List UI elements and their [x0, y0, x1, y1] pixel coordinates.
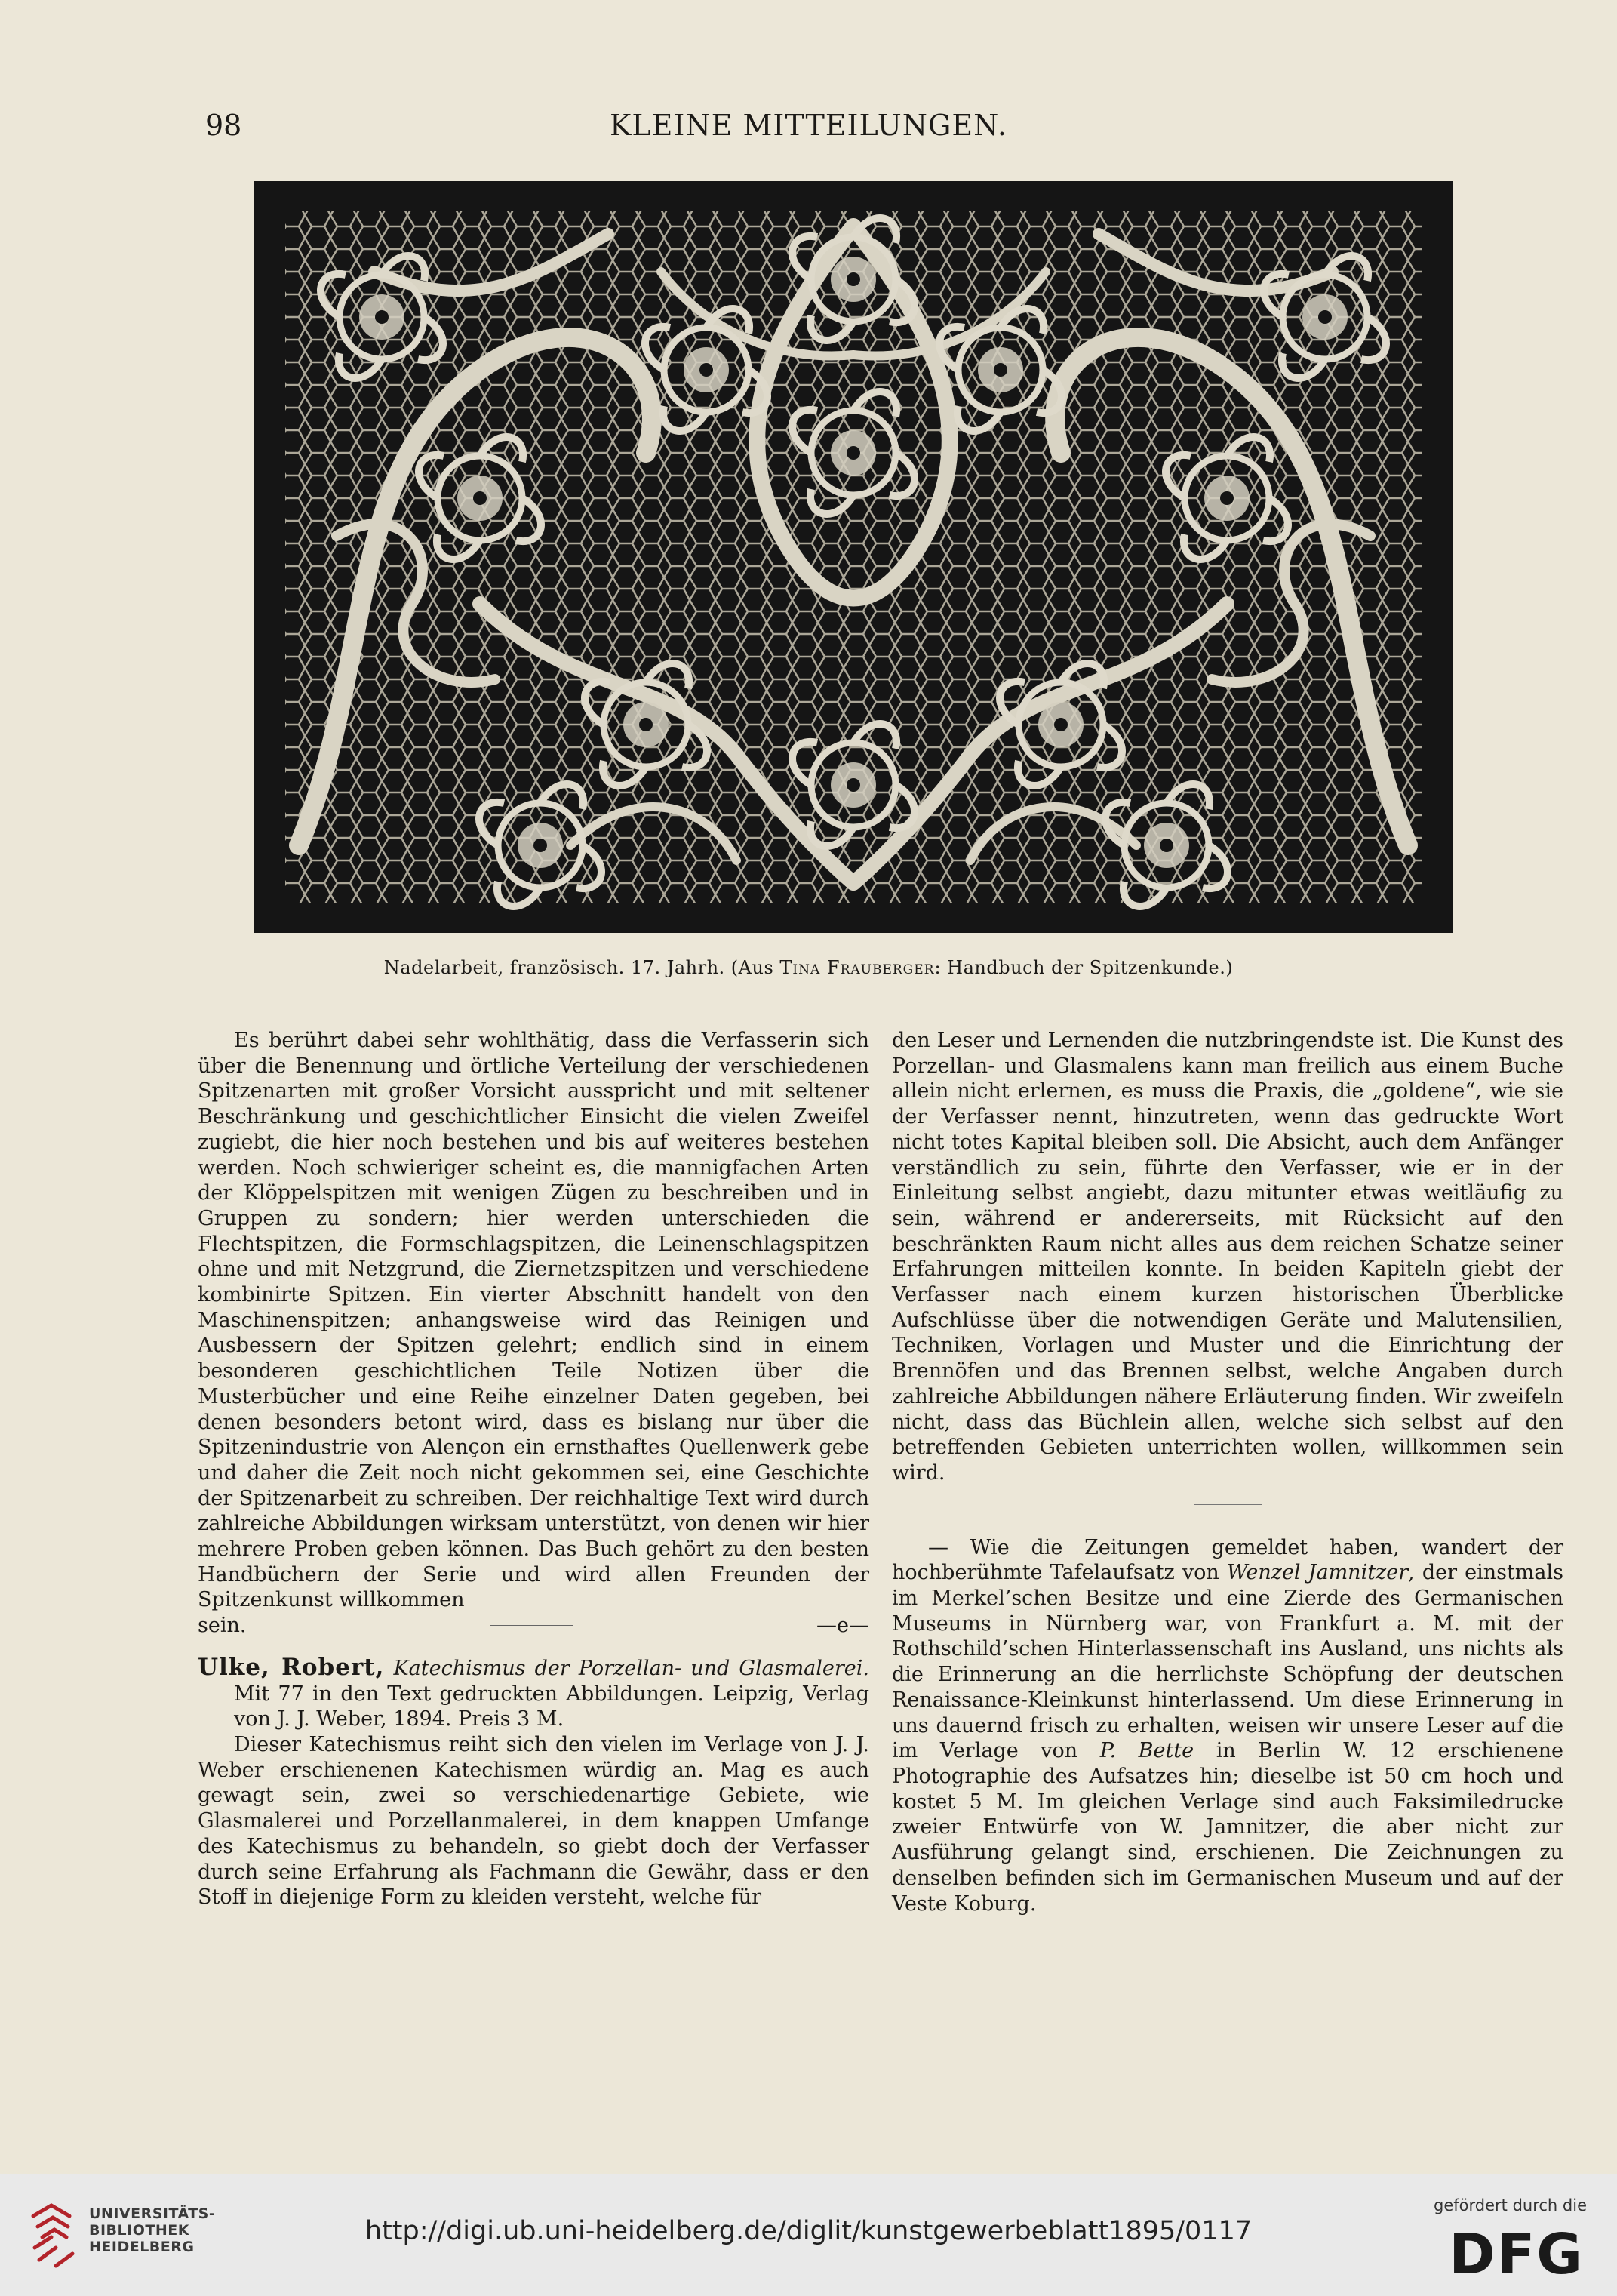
dfg-logo: DFG — [1449, 2222, 1584, 2287]
review-author: Ulke, Robert, — [198, 1653, 385, 1681]
signoff-line — [198, 1613, 869, 1639]
running-head: KLEINE MITTEILUNGEN. — [610, 109, 1007, 142]
left-paragraph-1: Es berührt dabei sehr wohlthätig, dass die Verfasserin sich über die Benennung und örtliche Verteilung der verschiedenen Spitzenarten mit großer Vorsicht ausspricht und mit seltener Beschränkung und geschichtlicher Einsicht die vielen Zweifel zugiebt, die hier noch bestehen und bis auf weiteres bestehen werden. Noch schwieriger scheint es, die mannigfachen Arten der Klöppelspitzen mit wenigen Zügen zu beschreiben und in Gruppen zu sondern; hier werden unterschieden die Flechtspitzen, die Formschlagspitzen, die Leinenschlagspitzen ohne und mit Netzgrund, die Ziernetzspitzen und verschiedene kombinirte Spitzen. Ein vierter Abschnitt handelt von den Maschinenspitzen; anhangsweise wird das Reinigen und Ausbessern der Spitzen gelehrt; endlich sind in einem besonderen geschichtlichen Teile Notizen über die Musterbücher und eine Reihe einzelner Daten gegeben, bei denen besonders betont wird, dass es bislang nur über die Spitzenindustrie von Alençon ein ernsthaftes Quellenwerk gebe und daher die Zeit noch nicht gekommen sei, eine Geschichte der Spitzenarbeit zu schreiben. Der reichhaltige Text wird durch zahlreiche Abbildungen wirksam unterstützt, von denen wir hier mehrere Proben geben können. Das Buch gehört zu den besten Handbüchern der Serie und wird allen Freunden der Spitzenkunst willkommen — [198, 1029, 869, 1612]
right-paragraph-2-a: — Wie die Zeitungen gemeldet haben, wandert der hochberühmte Tafelaufsatz von — [892, 1535, 1563, 1585]
right-paragraph-2-c: in Berlin W. 12 erschienene Photographie des Aufsatzes hin; dieselbe ist 50 cm hoch und kostet 5 M. Im gleichen Verlage sind auch Faksimiledrucke zweier Entwürfe von W. Jamnitzer, die aber nicht zur Ausführung gelangt sind, erschienen. Die Zeichnungen zu denselben befinden sich im Germanischen Museum und auf der Veste Koburg. — [892, 1739, 1563, 1916]
permalink-url[interactable]: http://digi.ub.uni-heidelberg.de/diglit/kunstgewerbeblatt1895/0117 — [364, 2216, 1253, 2246]
funded-by-label: gefördert durch die — [1434, 2196, 1587, 2214]
library-name: UNIVERSITÄTS- BIBLIOTHEK HEIDELBERG — [89, 2205, 216, 2255]
lace-pattern-image — [254, 181, 1453, 933]
review-title: Katechismus der Porzellan- und Glasmalerei. — [393, 1656, 869, 1680]
left-paragraph-1-end: sein. — [198, 1614, 247, 1638]
lace-figure — [254, 181, 1453, 933]
review-details: Mit 77 in den Text gedruckten Abbildungen. Leipzig, Verlag von J. J. Weber, 1894. Preis 3 M. — [234, 1682, 869, 1731]
right-paragraph-1: den Leser und Lernenden die nutzbringendste ist. Die Kunst des Porzellan- und Glasmalens kann man freilich aus einem Buche allein nicht erlernen, es muss die Praxis, die „goldene“, wie sie der Verfasser nennt, hinzutreten, wenn das gedruckte Wort nicht totes Kapital bleiben soll. Die Absicht, auch dem Anfänger verständlich zu sein, führte den Verfasser, wie er in der Einleitung selbst angiebt, dazu mitunter etwas weitläufig zu sein, während er andererseits, mit Rücksicht auf den beschränkten Raum nicht alles aus dem reichen Schatze seiner Erfahrungen mitteilen konnte. In beiden Kapiteln giebt der Verfasser nach einem kurzen historischen Überblicke Aufschlüsse über die notwendigen Geräte und Malutensilien, Techniken, Vorlagen und Muster und die Einrichtung der Brennöfen und das Brennen selbst, welche Angaben durch zahlreiche Abbildungen nähere Erläuterung finden. Wir zweifeln nicht, dass das Büchlein allen, welche sich selbst auf den betreffenden Gebieten unterrichten wollen, willkommen sein wird. — [892, 1029, 1563, 1485]
caption-author: Tina Frauberger — [779, 957, 935, 978]
figure-caption — [0, 957, 1617, 978]
caption-text: Nadelarbeit, französisch. 17. Jahrh. (Aus — [383, 957, 780, 978]
right-column — [892, 1028, 1563, 1916]
viewer-footer — [0, 2174, 1617, 2296]
left-paragraph-2: Dieser Katechismus reiht sich den vielen im Verlage von J. J. Weber erschienenen Katechismen würdig an. Mag es auch gewagt sein, zwei so verschiedenartige Gebiete, wie Glasmalerei und Porzellanmalerei, in dem knappen Umfange des Katechismus zu behandeln, so giebt doch der Verfasser durch seine Erfahrung als Fachmann die Gewähr, dass er den Stoff in diejenige Form zu kleiden versteht, welche für — [198, 1732, 869, 1910]
section-separator — [1194, 1504, 1262, 1505]
author-signoff: —e— — [816, 1614, 869, 1638]
page-number: 98 — [205, 109, 242, 142]
separator-rule — [490, 1625, 573, 1639]
left-column — [198, 1028, 869, 1910]
right-paragraph-2-b: , der einstmals im Merkel’schen Besitze und eine Zierde des Germanischen Museums in Nürnberg war, von Frankfurt a. M. mit der Rothschild’schen Hinterlassenschaft ins Ausland, uns nichts als die Erinnerung an die herrlichste Schöpfung der deutschen Renaissance-Kleinkunst hinterlassend. Um diese Erinnerung in uns dauernd frisch zu erhalten, weisen wir unsere Leser auf die im Verlage von — [892, 1561, 1563, 1763]
caption-source: : Handbuch der Spitzenkunde.) — [934, 957, 1234, 978]
review-citation — [198, 1655, 869, 1732]
publisher-name-bette: P. Bette — [1099, 1739, 1194, 1763]
person-name-jamnitzer: Wenzel Jamnitzer — [1226, 1561, 1409, 1585]
right-paragraph-2 — [892, 1535, 1563, 1917]
